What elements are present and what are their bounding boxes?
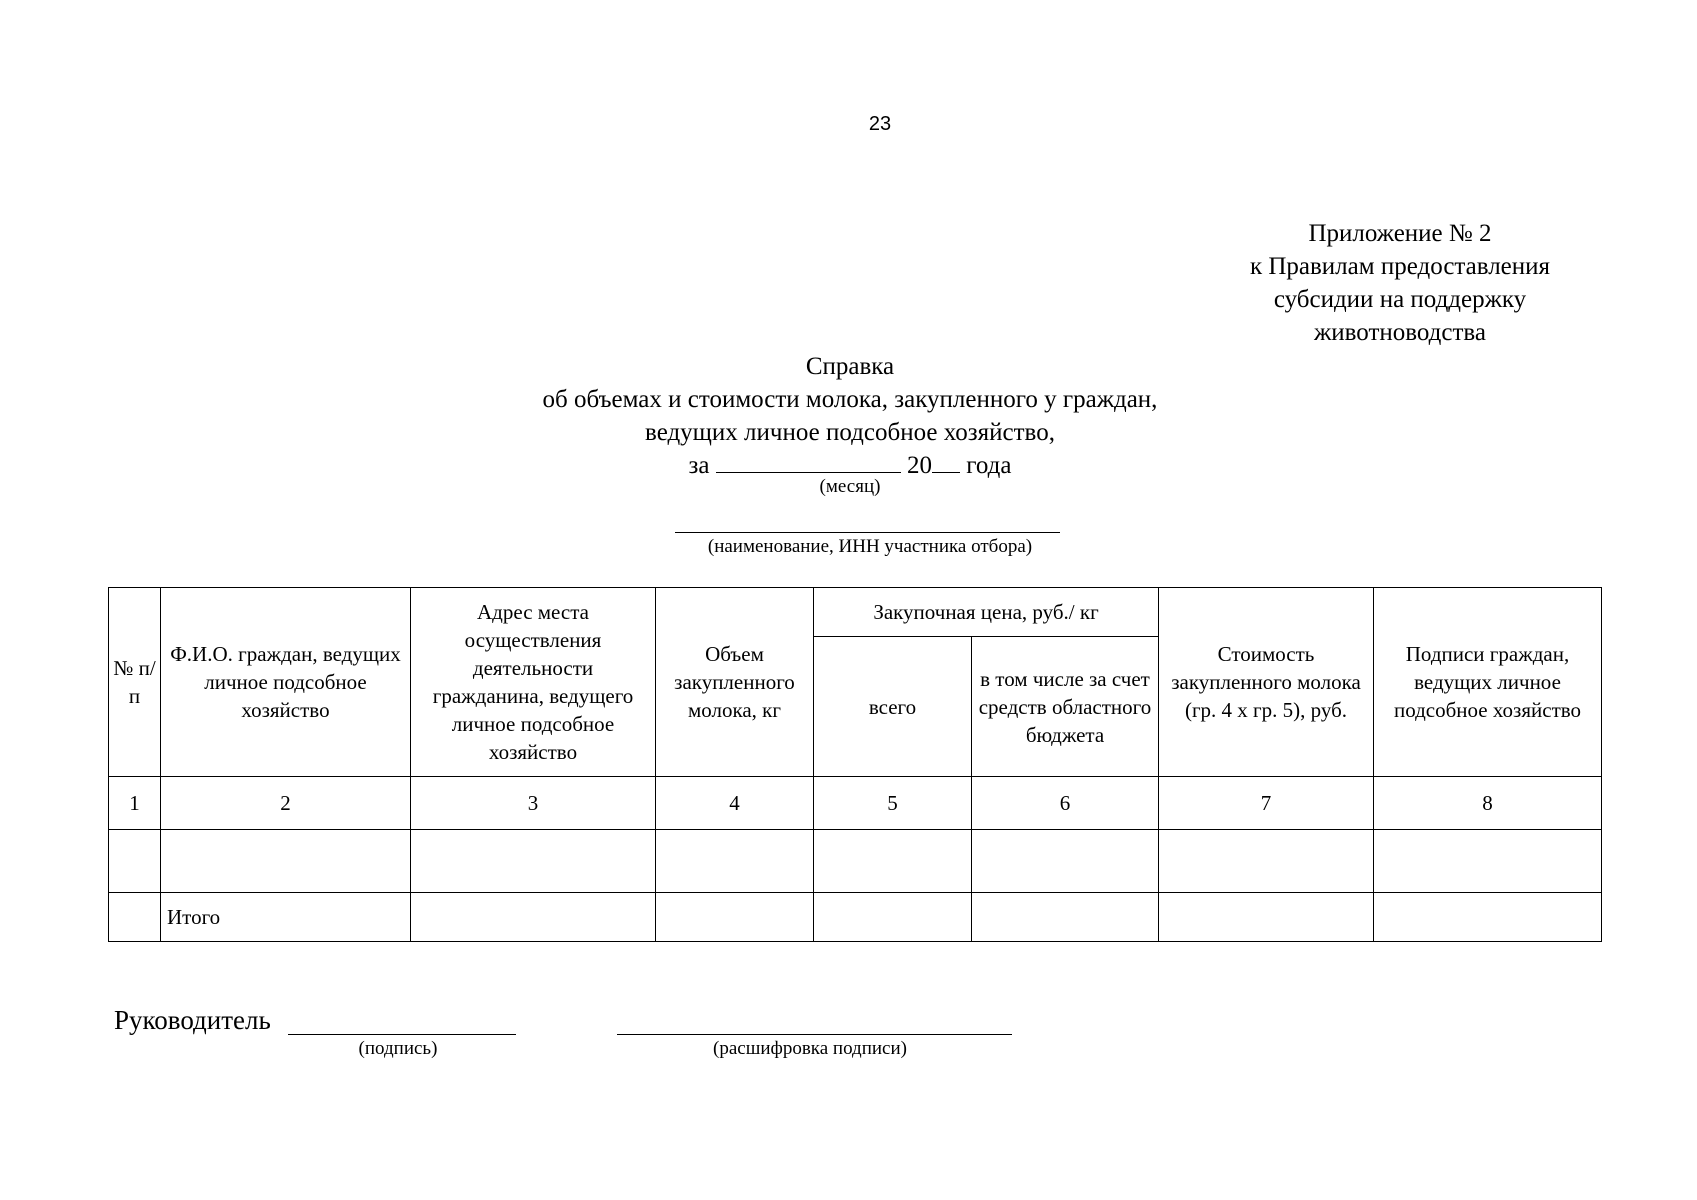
- period-suffix: года: [966, 452, 1012, 479]
- table-cell[interactable]: [161, 830, 411, 893]
- table-row: [109, 830, 1602, 893]
- table-cell[interactable]: [814, 893, 972, 942]
- header-address: Адрес места осуществления деятельности гражданина, ведущего личное подсобное хозяйство: [411, 588, 656, 777]
- appendix-note: [1200, 217, 1600, 349]
- table-cell[interactable]: [109, 830, 161, 893]
- table-cell[interactable]: [656, 893, 814, 942]
- title-line: ведущих личное подсобное хозяйство,: [645, 419, 1055, 446]
- page-number: 23: [868, 113, 892, 135]
- period-year: 20: [907, 452, 932, 479]
- document-title: [480, 350, 1220, 482]
- appendix-line: Приложение № 2: [1308, 220, 1492, 247]
- month-blank[interactable]: [716, 450, 901, 473]
- total-label: Итого: [161, 893, 411, 942]
- column-number: 8: [1374, 777, 1602, 830]
- header-num: № п/п: [109, 588, 161, 777]
- header-volume: Объем закупленного молока, кг: [656, 588, 814, 777]
- milk-purchase-table: [108, 587, 1602, 942]
- signature-decode-blank[interactable]: [617, 1034, 1012, 1035]
- table-cell[interactable]: [814, 830, 972, 893]
- table-cell[interactable]: [1159, 893, 1374, 942]
- appendix-line: субсидии на поддержку: [1273, 286, 1527, 313]
- table-cell: [109, 893, 161, 942]
- column-number: 4: [656, 777, 814, 830]
- table-cell[interactable]: [972, 830, 1159, 893]
- header-fio: Ф.И.О. граждан, ведущих личное подсобное хозяйство: [161, 588, 411, 777]
- column-number: 6: [972, 777, 1159, 830]
- title-line: Справка: [805, 353, 895, 380]
- signature-blank[interactable]: [288, 1034, 516, 1035]
- year-blank[interactable]: [932, 450, 960, 473]
- header-price-total: всего: [814, 637, 972, 777]
- header-cost: Стоимость закупленного молока (гр. 4 х гр. 5), руб.: [1159, 588, 1374, 777]
- column-number: 1: [109, 777, 161, 830]
- column-number: 3: [411, 777, 656, 830]
- month-hint: (месяц): [819, 476, 881, 497]
- table-cell[interactable]: [656, 830, 814, 893]
- header-signatures: Подписи граждан, ведущих личное подсобное хозяйство: [1374, 588, 1602, 777]
- table-cell[interactable]: [1374, 893, 1602, 942]
- head-label: Руководитель: [114, 1005, 271, 1035]
- table-cell[interactable]: [1159, 830, 1374, 893]
- signature-decode-hint: (расшифровка подписи): [713, 1038, 907, 1059]
- table-cell[interactable]: [972, 893, 1159, 942]
- period-prefix: за: [688, 452, 710, 479]
- table-cell[interactable]: [1374, 830, 1602, 893]
- column-number: 2: [161, 777, 411, 830]
- participant-name-hint: (наименование, ИНН участника отбора): [707, 536, 1033, 557]
- table-cell[interactable]: [411, 830, 656, 893]
- column-number: 5: [814, 777, 972, 830]
- appendix-line: животноводства: [1314, 319, 1486, 346]
- participant-name-blank[interactable]: [675, 532, 1060, 533]
- title-line: об объемах и стоимости молока, закупленного у граждан,: [542, 386, 1158, 413]
- column-number: 7: [1159, 777, 1374, 830]
- header-price-regional: в том числе за счет средств областного бюджета: [972, 637, 1159, 777]
- signature-hint: (подпись): [358, 1038, 438, 1059]
- table-cell[interactable]: [411, 893, 656, 942]
- total-row: [109, 893, 1602, 942]
- appendix-line: к Правилам предоставления: [1249, 253, 1551, 280]
- header-price-group: Закупочная цена, руб./ кг: [814, 588, 1159, 637]
